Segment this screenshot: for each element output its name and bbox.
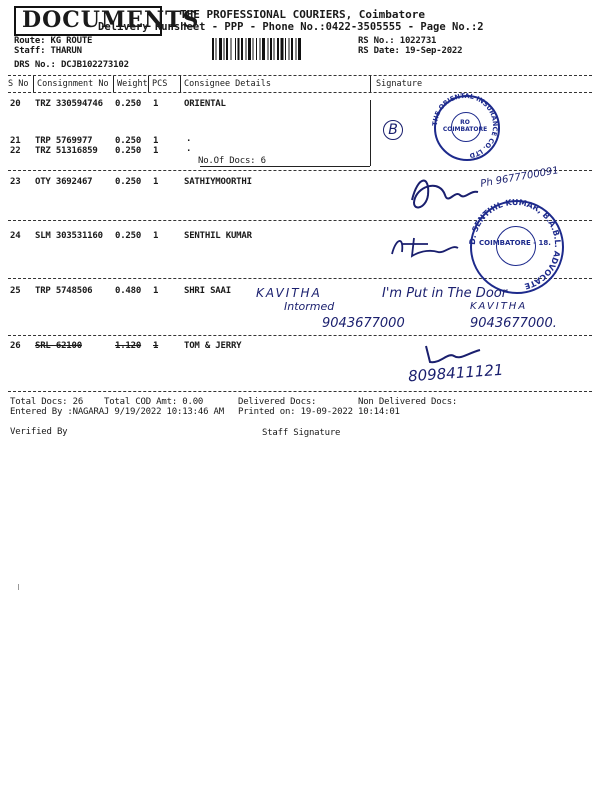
barcode-bar bbox=[216, 38, 217, 60]
header-bottom-rule bbox=[8, 92, 592, 93]
barcode-bar bbox=[241, 38, 243, 60]
barcode-bar bbox=[277, 38, 279, 60]
footer-rule bbox=[8, 391, 592, 392]
row-25-hand-sig-phone: 9043677000. bbox=[470, 316, 557, 331]
row-23-handwritten-number: Ph 9677700091 bbox=[479, 165, 560, 190]
barcode-bar bbox=[231, 38, 232, 60]
row-23-consignment: OTY 3692467 bbox=[35, 177, 93, 187]
staff-label: Staff: THARUN bbox=[14, 46, 82, 56]
logo-text: DOCUMENTS bbox=[22, 7, 200, 33]
oriental-seal-ring-text bbox=[430, 91, 500, 161]
barcode-bar bbox=[260, 38, 261, 60]
row-21-sno: 21 bbox=[10, 136, 21, 146]
drs-number: DRS No.: DCJB102273102 bbox=[14, 60, 129, 70]
advocate-seal-ring-text bbox=[466, 196, 564, 294]
barcode-bar bbox=[246, 38, 247, 60]
row-24-signature bbox=[388, 232, 478, 262]
barcode-bar bbox=[289, 38, 290, 60]
rs-date: RS Date: 19-Sep-2022 bbox=[358, 46, 463, 56]
barcode-bar bbox=[262, 38, 265, 60]
route-label: Route: KG ROUTE bbox=[14, 36, 93, 46]
delivered-docs: Delivered Docs: bbox=[238, 397, 317, 407]
rs-number: RS No.: 1022731 bbox=[358, 36, 437, 46]
col-sep bbox=[33, 76, 34, 92]
row-26-consignment: SRL 62100 bbox=[35, 341, 82, 351]
row-26-weight: 1.120 bbox=[115, 341, 142, 351]
barcode-bar bbox=[298, 38, 301, 60]
barcode-bar bbox=[285, 38, 286, 60]
company-name: THE PROFESSIONAL COURIERS, Coimbatore bbox=[180, 8, 426, 21]
col-signature: Signature bbox=[376, 79, 423, 89]
col-sep bbox=[113, 76, 114, 92]
barcode-bar bbox=[270, 38, 272, 60]
col-weight: Weight bbox=[117, 79, 148, 89]
row-25-hand-name: KAVITHA bbox=[256, 286, 322, 300]
row-24-sno: 24 bbox=[10, 231, 21, 241]
row-25-hand-sig-name: KAVITHA bbox=[470, 301, 528, 312]
barcode-bar bbox=[296, 38, 297, 60]
barcode-bar bbox=[212, 38, 214, 60]
row-25-hand-phone: 9043677000 bbox=[322, 316, 405, 331]
row-26-pcs: 1 bbox=[153, 341, 159, 351]
col-sep bbox=[148, 76, 149, 92]
scan-speck bbox=[18, 584, 19, 590]
row-23-weight: 0.250 bbox=[115, 177, 142, 187]
runsheet-title: Delivery Runsheet - PPP - Phone No.:0422-3505555 - Page No.:2 bbox=[98, 21, 484, 33]
total-cod: Total COD Amt: 0.00 bbox=[104, 397, 204, 407]
barcode bbox=[212, 38, 352, 60]
staff-signature: Staff Signature bbox=[262, 428, 341, 438]
barcode-bar bbox=[253, 38, 254, 60]
col-sep bbox=[370, 76, 371, 92]
row-20-weight: 0.250 bbox=[115, 99, 142, 109]
row-23-sno: 23 bbox=[10, 177, 21, 187]
barcode-bar bbox=[256, 38, 257, 60]
row-rule bbox=[8, 170, 592, 171]
row-25-consignee: SHRI SAAI bbox=[184, 286, 231, 296]
row-21-pcs: 1 bbox=[153, 136, 159, 146]
row-24-weight: 0.250 bbox=[115, 231, 142, 241]
row-23-consignee: SATHIYMOORTHI bbox=[184, 177, 252, 187]
row-22-consignment: TRZ 51316859 bbox=[35, 146, 98, 156]
col-sno: S No bbox=[8, 79, 29, 89]
col-pcs: PCS bbox=[152, 79, 168, 89]
row-25-pcs: 1 bbox=[153, 286, 159, 296]
signature-bracket bbox=[370, 100, 371, 166]
oriental-seal-center: RO COIMBATORE bbox=[442, 119, 488, 133]
row-22-weight: 0.250 bbox=[115, 146, 142, 156]
barcode-bar bbox=[291, 38, 293, 60]
row-21-consignment: TRP 5769977 bbox=[35, 136, 93, 146]
barcode-bar bbox=[219, 38, 222, 60]
col-consignee: Consignee Details bbox=[184, 79, 271, 89]
svg-text:THE ORIENTAL INSURANCE CO. LTD: THE ORIENTAL INSURANCE CO. LTD bbox=[430, 91, 500, 160]
row-21-weight: 0.250 bbox=[115, 136, 142, 146]
row-23-pcs: 1 bbox=[153, 177, 159, 187]
row-25-sno: 25 bbox=[10, 286, 21, 296]
row-20-sno: 20 bbox=[10, 99, 21, 109]
row-22-consignee: . bbox=[186, 144, 192, 154]
header-top-rule bbox=[8, 75, 592, 76]
advocate-seal-center: COIMBATORE - 18. bbox=[479, 239, 551, 247]
row-25-weight: 0.480 bbox=[115, 286, 142, 296]
row-22-pcs: 1 bbox=[153, 146, 159, 156]
total-docs: Total Docs: 26 bbox=[10, 397, 84, 407]
row-26-hand-phone: 8098411121 bbox=[407, 360, 504, 386]
row-25-consignment: TRP 5748506 bbox=[35, 286, 93, 296]
row-20-consignee: ORIENTAL bbox=[184, 99, 226, 109]
no-of-docs: No.Of Docs: 6 bbox=[198, 156, 266, 166]
row-21-consignee: . bbox=[186, 134, 192, 144]
row-25-hand-signature-text: I'm Put in The Door bbox=[382, 286, 508, 301]
col-sep bbox=[180, 76, 181, 92]
barcode-bar bbox=[224, 38, 225, 60]
svg-text:D. SENTHIL KUMAR, B.A.B.L. ADV: D. SENTHIL KUMAR, B.A.B.L. ADVOCATE bbox=[467, 197, 563, 291]
barcode-bar bbox=[274, 38, 275, 60]
barcode-bar bbox=[281, 38, 284, 60]
row-24-pcs: 1 bbox=[153, 231, 159, 241]
row-20-pcs: 1 bbox=[153, 99, 159, 109]
row-20-mark: B bbox=[383, 120, 403, 140]
barcode-bar bbox=[248, 38, 251, 60]
docs-underline bbox=[200, 166, 370, 167]
row-26-consignee: TOM & JERRY bbox=[184, 341, 242, 351]
verified-by: Verified By bbox=[10, 427, 68, 437]
barcode-bar bbox=[235, 38, 236, 60]
col-consignment: Consignment No bbox=[37, 79, 109, 89]
row-24-consignment: SLM 303531160 bbox=[35, 231, 103, 241]
row-22-sno: 22 bbox=[10, 146, 21, 156]
row-24-consignee: SENTHIL KUMAR bbox=[184, 231, 252, 241]
row-20-consignment: TRZ 330594746 bbox=[35, 99, 103, 109]
barcode-bar bbox=[226, 38, 228, 60]
row-26-sno: 26 bbox=[10, 341, 21, 351]
entered-by: Entered By :NAGARAJ 9/19/2022 10:13:46 AM bbox=[10, 407, 224, 417]
row-25-hand-note: Intormed bbox=[284, 300, 335, 313]
barcode-bar bbox=[238, 38, 240, 60]
printed-on: Printed on: 19-09-2022 10:14:01 bbox=[238, 407, 400, 417]
non-delivered-docs: Non Delivered Docs: bbox=[358, 397, 458, 407]
barcode-bar bbox=[268, 38, 269, 60]
row-rule bbox=[8, 335, 592, 336]
